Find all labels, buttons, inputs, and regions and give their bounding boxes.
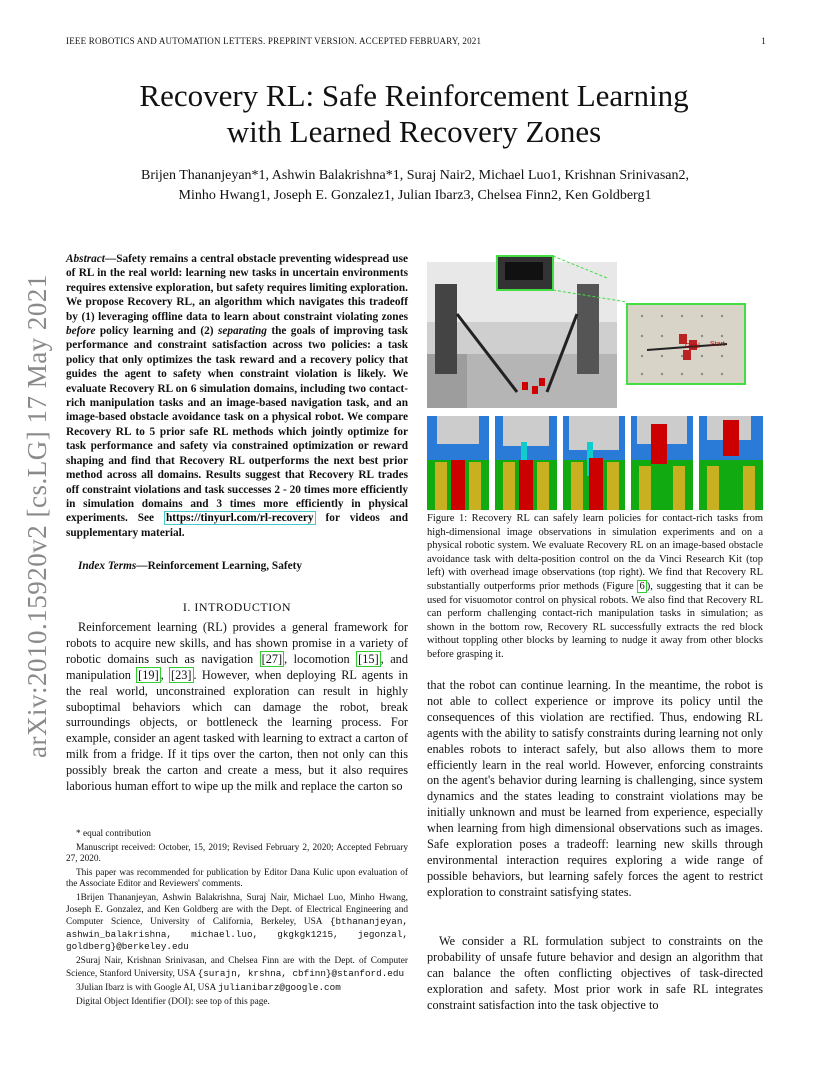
index-terms-label: Index Terms: [78, 560, 137, 572]
citation-link[interactable]: [23]: [171, 667, 192, 682]
footnote-affiliation-2: 2Suraj Nair, Krishnan Srinivasan, and Chelsea Finn are with the Dept. of Computer Science, Stanford University, USA {surajn, krshna, cbfinn}@stanford.edu: [66, 955, 408, 979]
footnote-affiliation-1: 1Brijen Thananjeyan, Ashwin Balakrishna, Suraj Nair, Michael Luo, Minho Hwang, Joseph E. Gonzalez, and Ken Goldberg are with the Dept. of Electrical Engineering and Computer Science, University of California, Berkeley, USA {bthananjeyan, ashwin_balakrishna, michael.luo, gkgkgk1215, jegonzal, goldberg}@berkeley.edu: [66, 892, 408, 953]
figure-1: [427, 254, 763, 512]
abstract-text: for videos and supplementary material.: [66, 512, 408, 539]
footnote-editor: This paper was recommended for publication by Editor Dana Kulic upon evaluation of the Associate Editor and Reviewers' comments.: [66, 867, 408, 890]
intro-text: , and manipulation: [66, 651, 408, 682]
abstract-emphasis-before: before: [66, 325, 96, 338]
intro-text: , locomotion: [284, 651, 357, 666]
arxiv-stamp: arXiv:2010.15920v2 [cs.LG] 17 May 2021: [22, 274, 52, 758]
index-terms: [66, 560, 408, 572]
footnote-manuscript: Manuscript received: October, 15, 2019; Revised February 2, 2020; Accepted February 27, 2020.: [66, 842, 408, 865]
goal-label: Goal: [685, 343, 700, 350]
abstract-text: —Safety remains a central obstacle preventing widespread use of RL in the real world: learning new tasks in uncertain environments requires extensive exploration, but safety requires limiting exploration. We propose Recovery RL, an algorithm which navigates this tradeoff by (1) leveraging offline data to learn about constraint violating zones: [66, 253, 408, 323]
right-column-paragraph-2: We consider a RL formulation subject to constraints on the probability of unsafe future behavior and design an algorithm that can balance the often conflicting objectives of task-directed exploration and safety. Most prior work in safe RL integrates constraint satisfaction into the task objective to: [427, 934, 763, 1012]
footnote-affiliation-3: 3Julian Ibarz is with Google AI, USA julianibarz@google.com: [76, 982, 341, 994]
footnotes: [66, 829, 408, 1010]
footnote-doi: Digital Object Identifier (DOI): see top of this page.: [76, 996, 270, 1007]
page-number: 1: [761, 36, 766, 46]
figure-1-graphic: [427, 254, 763, 512]
section-heading: I. INTRODUCTION: [182, 600, 292, 614]
intro-text: Reinforcement learning (RL) provides a general framework for robots to acquire new skills, and has shown promise in a variety of robotic domains such as navigation: [66, 620, 408, 666]
abstract-text: the goals of improving task performance and constraint satisfaction across two policies: a task policy that only optimizes the task reward and a recovery policy that guides the agent to safety when constraint violation is likely. We evaluate Recovery RL on 6 simulation domains, including two contact-rich manipulation tasks and an image-based navigation task, and an image-based obstacle avoidance task on a physical robot. We compare Recovery RL to 5 prior safe RL methods which jointly optimize for task performance and safety via constrained optimization or reward shaping and find that Recovery RL outperforms the next best prior method across all domains. Results suggest that Recovery RL trades off constraint violations and task successes 2 - 20 times more efficiently in simulation domains and 3 times more efficiently in physical experiments. See: [66, 325, 409, 525]
title-line-1: Recovery RL: Safe Reinforcement Learning: [139, 78, 689, 113]
figure-ref-link[interactable]: 6: [639, 580, 645, 592]
caption-text: Figure 1: Recovery RL can safely learn policies for contact-rich tasks from high-dimensional image observations in simulation experiments and on a physical robotic system. We evaluate Recovery RL on an image-based obstacle avoidance task with delta-position control on the da Vinci Research Kit (top left) with overhead image observations (top right). We find that Recovery RL substantially outperforms prior methods (Figure: [427, 513, 763, 592]
figure-caption: [427, 512, 763, 662]
author-list: [80, 166, 750, 206]
simulation-frames: [427, 416, 763, 510]
abstract-text: policy learning and (2): [95, 325, 218, 338]
paper-title: [66, 78, 762, 150]
intro-text: . However, when deploying RL agents in the real world, unconstrained exploration can result in highly suboptimal behaviors which can damage the robot, break surroundings objects, or bottleneck the learning process. For example, consider an agent tasked with learning to extract a carton of milk from a fridge. If it tips over the carton, then not only can this possibly break the carton and create a mess, but it also requires laborious human effort to wipe up the milk and replace the carton so: [66, 667, 408, 794]
title-line-2: with Learned Recovery Zones: [226, 114, 602, 149]
project-link[interactable]: https://tinyurl.com/rl-recovery: [166, 512, 314, 525]
index-terms-text: —Reinforcement Learning, Safety: [136, 560, 303, 572]
citation-link[interactable]: [15]: [358, 651, 379, 666]
intro-paragraph: [66, 620, 408, 795]
right-column-paragraph-1: that the robot can continue learning. In the meantime, the robot is not able to collect experience or improve its policy until the consequences of this violation are rectified. Thus, endowing RL agents with the ability to satisfy constraints during learning not only enables robots to interact safely, but also allows them to more efficiently learn in the real world. However, enforcing constraints on the agent's behavior during learning is challenging, since system dynamics and the states leading to constraint violations may be initially unknown and must be learned from experience, especially when learning from high dimensional observations such as images. Safe exploration poses a tradeoff: learning new skills through environmental interaction requires exploring a wide range of possible behaviors, but learning safely forces the agent to restrict exploration to constraint satisfying states.: [427, 678, 763, 899]
citation-link[interactable]: [19]: [138, 667, 159, 682]
start-label: Start: [710, 341, 725, 348]
authors-line-1: Brijen Thananjeyan*1, Ashwin Balakrishna*1, Suraj Nair2, Michael Luo1, Krishnan Srinivasan2,: [141, 168, 689, 183]
abstract-label: Abstract: [66, 253, 105, 265]
journal-header: IEEE ROBOTICS AND AUTOMATION LETTERS. PREPRINT VERSION. ACCEPTED FEBRUARY, 2021: [66, 36, 482, 46]
abstract-emphasis-separating: separating: [217, 325, 267, 338]
abstract: [66, 252, 408, 540]
authors-line-2: Minho Hwang1, Joseph E. Gonzalez1, Julian Ibarz3, Chelsea Finn2, Ken Goldberg1: [178, 188, 652, 203]
caption-text: ), suggesting that it can be used for visuomotor control on physical robots. We also find that Recovery RL can perform challenging contact-rich manipulation tasks in simulation; as shown in the bottom row, Recovery RL successfully extracts the red block without toppling other blocks by learning to nudge it away from other blocks before grasping it.: [427, 580, 763, 660]
running-header: [66, 36, 766, 46]
footnote-equal: * equal contribution: [76, 829, 151, 839]
intro-text: ,: [160, 667, 170, 682]
citation-link[interactable]: [27]: [261, 651, 283, 666]
